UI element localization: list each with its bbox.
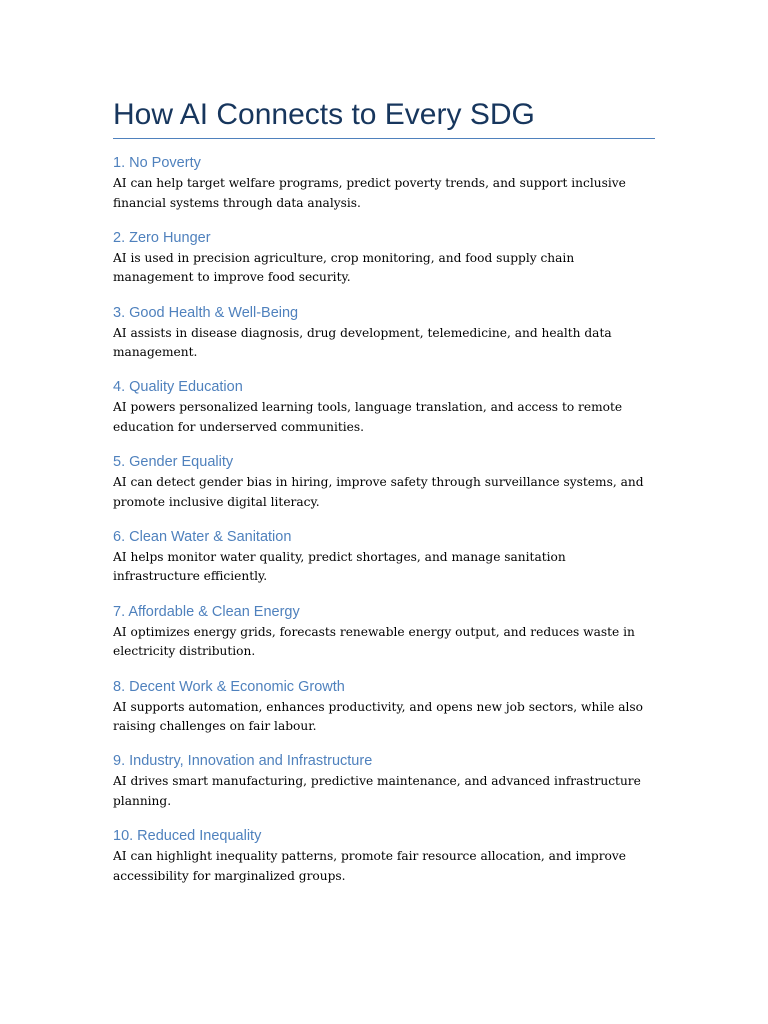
section-heading: 3. Good Health & Well-Being <box>113 304 299 321</box>
section-body: AI powers personalized learning tools, language translation, and access to remote education for underserved communities. <box>113 400 623 434</box>
section-heading: 6. Clean Water & Sanitation <box>113 528 292 545</box>
section-heading: 5. Gender Equality <box>113 454 234 471</box>
section-body: AI can help target welfare programs, predict poverty trends, and support inclusive financial systems through data analysis. <box>113 176 626 210</box>
section-heading: 2. Zero Hunger <box>113 229 211 246</box>
section-body: AI helps monitor water quality, predict shortages, and manage sanitation infrastructure efficiently. <box>113 549 566 584</box>
document-page <box>113 96 655 886</box>
sdg-section <box>113 527 655 587</box>
section-heading: 9. Industry, Innovation and Infrastructure <box>113 753 373 770</box>
section-body: AI drives smart manufacturing, predictive maintenance, and advanced infrastructure planning. <box>113 774 641 808</box>
sdg-section <box>113 751 655 811</box>
section-body: AI supports automation, enhances productivity, and opens new job sectors, while also raising challenges on fair labour. <box>113 699 643 734</box>
section-heading: 10. Reduced Inequality <box>113 828 262 845</box>
section-heading: 7. Affordable & Clean Energy <box>113 603 300 620</box>
title-divider <box>113 138 655 139</box>
sdg-section <box>113 826 655 886</box>
section-heading: 8. Decent Work & Economic Growth <box>113 678 345 695</box>
section-body: AI assists in disease diagnosis, drug development, telemedicine, and health data management. <box>113 325 612 360</box>
sdg-section <box>113 602 655 662</box>
section-body: AI is used in precision agriculture, crop monitoring, and food supply chain management to improve food security. <box>113 250 575 285</box>
section-body: AI optimizes energy grids, forecasts renewable energy output, and reduces waste in electricity distribution. <box>113 624 635 659</box>
section-body: AI can detect gender bias in hiring, improve safety through surveillance systems, and promote inclusive digital literacy. <box>113 475 644 509</box>
sdg-section <box>113 153 655 213</box>
sdg-section <box>113 303 655 363</box>
sdg-section <box>113 228 655 288</box>
sdg-section <box>113 452 655 512</box>
sdg-section <box>113 377 655 437</box>
document-title: How AI Connects to Every SDG <box>113 98 535 131</box>
section-heading: 4. Quality Education <box>113 379 243 396</box>
sdg-section <box>113 677 655 737</box>
section-heading: 1. No Poverty <box>113 155 201 171</box>
section-body: AI can highlight inequality patterns, promote fair resource allocation, and improve accessibility for marginalized groups. <box>113 849 626 883</box>
